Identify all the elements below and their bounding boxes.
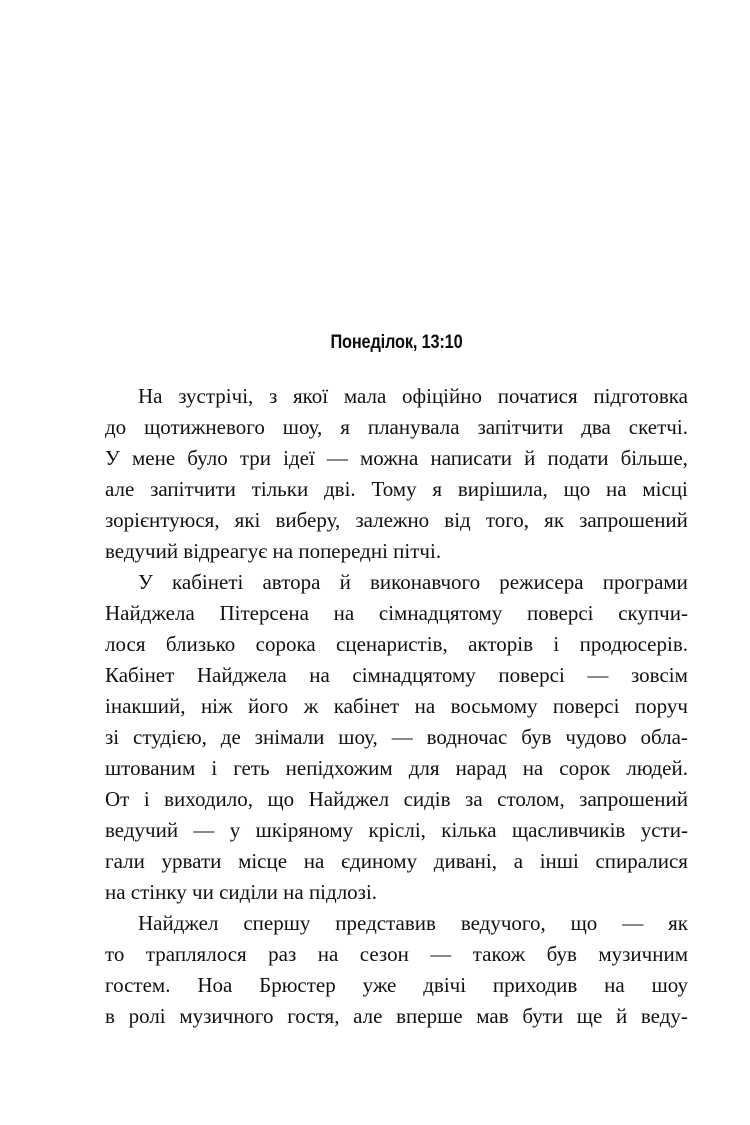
word: — <box>193 818 215 842</box>
word: інакший, <box>105 694 186 718</box>
word: подати <box>547 446 609 470</box>
word: зовсім <box>631 663 688 687</box>
word: я <box>432 477 443 501</box>
word: виберу, <box>275 508 341 532</box>
word: запрошений <box>579 787 688 811</box>
word: написати <box>430 446 512 470</box>
word: близько <box>165 632 236 656</box>
word: У <box>138 570 153 594</box>
word: непідхожим <box>285 756 393 780</box>
word: поверсі <box>498 663 565 687</box>
word: водночас <box>426 725 508 749</box>
word: місце <box>238 849 288 873</box>
word: щотижневого <box>144 415 265 439</box>
word: кріслі, <box>368 818 426 842</box>
word: спиралися <box>595 849 688 873</box>
paragraph <box>105 381 688 567</box>
word: геть <box>233 756 270 780</box>
word: також <box>472 942 526 966</box>
word: його <box>247 694 289 718</box>
word: приходив <box>492 973 578 997</box>
text-line <box>105 598 688 629</box>
word: то <box>105 942 125 966</box>
word: музичним <box>598 942 688 966</box>
text-line <box>105 939 688 970</box>
text-line <box>105 908 688 939</box>
word: запітчити <box>150 477 236 501</box>
word: але <box>105 477 135 501</box>
word: підготовка <box>593 384 688 408</box>
word: столом, <box>497 787 565 811</box>
text-line <box>105 412 688 443</box>
word: На <box>138 384 163 408</box>
word: на <box>333 601 355 625</box>
word: запітчити <box>477 415 564 439</box>
word: штованим <box>105 756 196 780</box>
word: поруч <box>634 694 688 718</box>
section-heading: Понеділок, 13:10 <box>330 332 463 353</box>
word: що <box>570 911 598 935</box>
word: Брюстер <box>259 973 336 997</box>
text-line <box>105 691 688 722</box>
word: ще <box>576 1004 603 1028</box>
word: Найджел <box>138 911 219 935</box>
text-line <box>105 784 688 815</box>
word: на <box>303 849 325 873</box>
word: кілька <box>441 818 497 842</box>
word: програми <box>602 570 688 594</box>
word: більше, <box>620 446 688 470</box>
word: траплялося <box>145 942 247 966</box>
word: — <box>326 446 348 470</box>
word: якої <box>293 384 329 408</box>
word: на <box>414 694 436 718</box>
word: сидів <box>403 787 451 811</box>
text-line <box>105 474 688 505</box>
word: ведучого, <box>460 911 546 935</box>
word: акторів <box>468 632 533 656</box>
word: дивані, <box>433 849 497 873</box>
word: уже <box>362 973 397 997</box>
word: місці <box>642 477 688 501</box>
word: сімнадцятому <box>352 663 476 687</box>
word: був <box>521 725 552 749</box>
word: за <box>465 787 483 811</box>
word: восьмому <box>450 694 538 718</box>
word: мала <box>343 384 387 408</box>
word: ж <box>303 694 319 718</box>
paragraph <box>105 908 688 1032</box>
text-line <box>105 443 688 474</box>
word: — <box>587 663 609 687</box>
word: ведучий <box>105 818 179 842</box>
word: на <box>317 942 339 966</box>
word: і <box>553 632 560 656</box>
word: музичного <box>179 1004 274 1028</box>
text-line <box>105 722 688 753</box>
word: гостем. <box>105 973 171 997</box>
word: планувала <box>367 415 460 439</box>
paragraph <box>105 567 688 908</box>
word: обла- <box>640 725 688 749</box>
word: бути <box>522 1004 564 1028</box>
word: вирішила, <box>457 477 548 501</box>
word: урвати <box>161 849 222 873</box>
word: в <box>105 1004 115 1028</box>
text-line <box>105 567 688 598</box>
word: три <box>239 446 271 470</box>
text-line <box>105 846 688 877</box>
word: продюсерів. <box>579 632 688 656</box>
word: як <box>544 508 565 532</box>
word: й <box>615 1004 628 1028</box>
word: запрошений <box>579 508 688 532</box>
word: автора <box>262 570 321 594</box>
word: мав <box>476 1004 509 1028</box>
word: що <box>563 477 591 501</box>
word: раз <box>268 942 297 966</box>
word: скетчі. <box>628 415 688 439</box>
word: сімнадцятому <box>378 601 503 625</box>
word: режисера <box>499 570 584 594</box>
text-line <box>105 815 688 846</box>
word: тільки <box>251 477 309 501</box>
word: зустрічі, <box>178 384 254 408</box>
word: лося <box>105 632 146 656</box>
word: два <box>581 415 611 439</box>
word: з <box>269 384 278 408</box>
word: на <box>309 663 330 687</box>
word: єдиному <box>341 849 418 873</box>
word: я <box>340 415 350 439</box>
word: От <box>105 787 130 811</box>
word: інші <box>539 849 579 873</box>
text-line: на стінку чи сиділи на підлозі. <box>105 880 378 904</box>
word: знімали <box>254 725 325 749</box>
word: мене <box>131 446 176 470</box>
word: Найджел <box>308 787 390 811</box>
word: для <box>408 756 440 780</box>
word: і <box>211 756 218 780</box>
word: у <box>229 818 241 842</box>
word: чудово <box>565 725 627 749</box>
word: ролі <box>128 1004 166 1028</box>
word: було <box>187 446 228 470</box>
word: зорієнтуюся, <box>105 508 220 532</box>
word: офіційно <box>402 384 482 408</box>
word: гостя, <box>287 1004 340 1028</box>
text-line <box>105 629 688 660</box>
word: шкіряному <box>255 818 354 842</box>
word: ніж <box>200 694 233 718</box>
word: зі <box>105 725 120 749</box>
word: залежно <box>355 508 430 532</box>
word: того, <box>485 508 530 532</box>
word: але <box>353 1004 383 1028</box>
word: сорок <box>559 756 611 780</box>
text-line: ведучий відреагує на попередні пітчі. <box>105 539 442 563</box>
word: Найджела <box>105 601 195 625</box>
word: вперше <box>396 1004 463 1028</box>
word: Кабінет <box>105 663 175 687</box>
word: виходило, <box>164 787 254 811</box>
word: на <box>604 973 625 997</box>
word: кабінет <box>333 694 400 718</box>
word: до <box>105 415 127 439</box>
word: ідеї <box>283 446 315 470</box>
word: двічі <box>423 973 467 997</box>
word: на <box>522 756 544 780</box>
word: від <box>444 508 471 532</box>
word: людей. <box>626 756 688 780</box>
word: сезон <box>359 942 409 966</box>
word: де <box>220 725 241 749</box>
word: гали <box>105 849 145 873</box>
word: а <box>513 849 524 873</box>
text-line <box>105 381 688 412</box>
text-line <box>105 970 688 1001</box>
word: дві. <box>323 477 356 501</box>
word: що <box>267 787 295 811</box>
word: початися <box>497 384 578 408</box>
word: був <box>546 942 577 966</box>
word: виконавчого <box>369 570 481 594</box>
word: спершу <box>243 911 311 935</box>
text-line <box>105 505 688 536</box>
word: — <box>391 725 413 749</box>
word: й <box>339 570 351 594</box>
word: кабінеті <box>172 570 244 594</box>
word: нарад <box>455 756 507 780</box>
word: як <box>668 911 688 935</box>
word: поверсі <box>526 601 594 625</box>
word: У <box>105 446 120 470</box>
word: які <box>234 508 261 532</box>
word: шоу, <box>282 415 323 439</box>
word: на <box>606 477 627 501</box>
word: можна <box>360 446 419 470</box>
word: представив <box>335 911 436 935</box>
word: Пітерсена <box>219 601 309 625</box>
word: скупчи- <box>618 601 688 625</box>
word: Ноа <box>197 973 233 997</box>
text-line <box>105 1001 688 1032</box>
word: усти- <box>640 818 688 842</box>
word: — <box>622 911 644 935</box>
word: Найджела <box>196 663 287 687</box>
word: сорока <box>255 632 316 656</box>
word: шоу <box>651 973 688 997</box>
word: поверсі <box>552 694 620 718</box>
text-line <box>105 660 688 691</box>
word: шоу, <box>338 725 378 749</box>
word: і <box>143 787 150 811</box>
text-line <box>105 753 688 784</box>
body-text <box>105 381 688 1032</box>
word: Тому <box>371 477 417 501</box>
word: веду- <box>640 1004 688 1028</box>
word: студією, <box>133 725 207 749</box>
word: — <box>430 942 452 966</box>
word: щасливчиків <box>511 818 626 842</box>
word: сценаристів, <box>336 632 448 656</box>
word: й <box>524 446 536 470</box>
